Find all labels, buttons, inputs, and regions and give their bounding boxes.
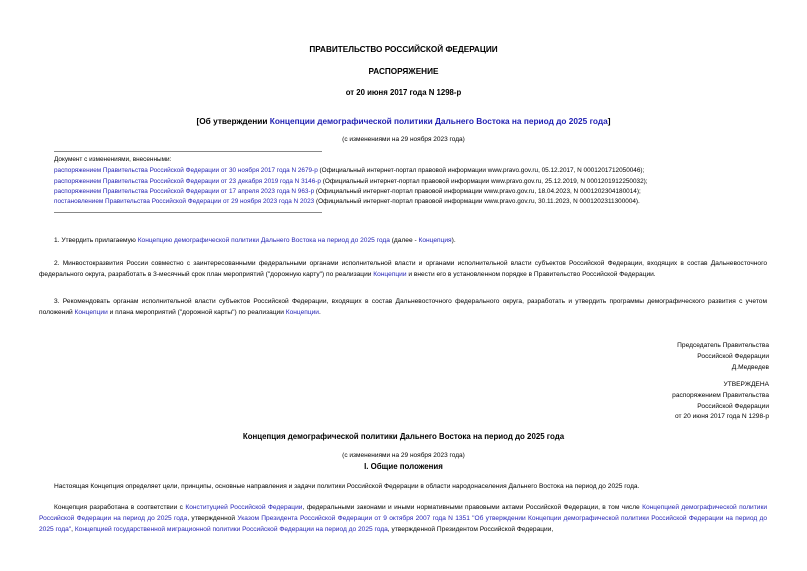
history-item-link[interactable]: распоряжением Правительства Российской Федерации от 17 апреля 2023 года N 963-р — [54, 188, 315, 195]
history-bottom-rule — [54, 212, 322, 213]
signature-line: Российской Федерации — [697, 352, 769, 360]
document-title — [0, 116, 807, 126]
history-item — [54, 167, 644, 175]
concept-link[interactable]: Концепции — [74, 309, 108, 316]
history-item-text: (Официальный интернет-портал правовой информации www.pravo.gov.ru, 30.11.2023, N 0001202311300004). — [314, 198, 640, 205]
title-link[interactable]: Концепции демографической политики Дальнего Востока на период до 2025 года — [269, 116, 608, 126]
history-item-link[interactable]: постановлением Правительства Российской Федерации от 29 ноября 2023 года N 2023 — [54, 198, 315, 205]
paragraph-text: 2. Минвостокразвития России совместно с заинтересованными федеральными органами исполнительной власти и органами исполнительной власти субъектов Российской Федерации, входящих в состав Дальневосточного федерального округа, разработать в 3-месячный срок план мероприятий ("дорожную карту") по реализации — [39, 260, 767, 278]
history-intro: Документ с изменениями, внесенными: — [54, 156, 172, 163]
signature-line: Председатель Правительства — [677, 342, 769, 349]
concept-link[interactable]: Концепции — [373, 271, 407, 278]
paragraph-text: . — [318, 309, 321, 316]
paragraph-text: Настоящая Концепция определяет цели, принципы, основные направления и задачи политики Российской Федерации в области народонаселения Дальнего Востока на период до 2025 года. — [54, 483, 640, 490]
constitution-link[interactable]: Конституцией Российской Федерации — [185, 504, 303, 511]
paragraph-text: ). — [451, 237, 456, 244]
paragraph-text: , утвержденной — [187, 515, 238, 522]
paragraph-text: и внести его в установленном порядке в Правительство Российской Федерации. — [406, 271, 656, 278]
history-item-text: (Официальный интернет-портал правовой информации www.pravo.gov.ru, 05.12.2017, N 0001201712050046); — [317, 167, 645, 174]
history-item — [54, 178, 648, 186]
paragraph-text: , утвержденной Президентом Российской Федерации, — [387, 526, 554, 533]
paragraph-2 — [39, 258, 767, 280]
history-item-text: (Официальный интернет-портал правовой информации www.pravo.gov.ru, 25.12.2019, N 0001201912250032); — [320, 178, 648, 185]
concept-link[interactable]: Концепцию демографической политики Дальнего Востока на период до 2025 года — [137, 237, 390, 244]
paragraph-text: и плана мероприятий ("дорожной карты") по реализации — [107, 309, 286, 316]
signature-line: Д.Медведев — [731, 363, 769, 371]
demographic-concept-link[interactable]: Концепцией демографической политики Российской Федерации на период до 2025 года — [39, 504, 768, 522]
history-item — [54, 198, 640, 206]
approval-line: от 20 июня 2017 года N 1298-р — [675, 413, 769, 421]
concept-link[interactable]: Концепция — [418, 237, 452, 244]
concept-link[interactable]: Концепции — [285, 309, 319, 316]
paragraph-3 — [39, 296, 767, 318]
history-item — [54, 188, 641, 196]
amendment-note: (с изменениями на 29 ноября 2023 года) — [342, 136, 465, 143]
paragraph-text: , федеральными законами и иными нормативными правовыми актами Российской Федерации, в том числе — [302, 504, 643, 511]
history-item-link[interactable]: распоряжением Правительства Российской Федерации от 30 ноября 2017 года N 2679-р — [54, 167, 318, 174]
paragraph-text: 1. Утвердить прилагаемую — [54, 237, 138, 244]
presidential-decree-link[interactable]: Указом Президента Российской Федерации от 9 октября 2007 года N 1351 "Об утверждении Концепции демографической политики Российской Федерации на период до 2025 года" — [39, 515, 767, 533]
paragraph-text: Концепция разработана в соответствии с — [54, 504, 186, 511]
approval-line: Российской Федерации — [697, 402, 769, 410]
concept-amendment-note: (с изменениями на 29 ноября 2023 года) — [342, 452, 465, 459]
paragraph-text: , — [71, 526, 75, 533]
approval-block — [560, 380, 769, 423]
history-item-text: (Официальный интернет-портал правовой информации www.pravo.gov.ru, 18.04.2023, N 0001202304180014); — [314, 188, 641, 195]
paragraph-text: (далее - — [389, 237, 419, 244]
approval-line: распоряжением Правительства — [672, 391, 769, 399]
title-suffix: ] — [607, 116, 611, 126]
migration-concept-link[interactable]: Концепцией государственной миграционной политики Российской Федерации на период до 2025 года — [74, 526, 388, 533]
paragraph-1 — [39, 235, 767, 246]
section-heading: I. Общие положения — [364, 462, 443, 471]
concept-title: Концепция демографической политики Дальнего Востока на период до 2025 года — [242, 432, 565, 441]
history-item-link[interactable]: распоряжением Правительства Российской Федерации от 23 декабря 2019 года N 3146-р — [54, 178, 321, 185]
paragraph-text: 3. Рекомендовать органам исполнительной власти субъектов Российской Федерации, входящих в состав Дальневосточного федерального округа, разработать и утвердить программы демографического развития с учетом положений — [39, 298, 767, 316]
approval-line: УТВЕРЖДЕНА — [723, 381, 769, 388]
signature-block — [560, 341, 769, 373]
history-top-rule — [54, 151, 322, 152]
document-date-number: от 20 июня 2017 года N 1298-р — [345, 88, 462, 97]
government-heading: ПРАВИТЕЛЬСТВО РОССИЙСКОЙ ФЕДЕРАЦИИ — [309, 45, 498, 54]
document-type: РАСПОРЯЖЕНИЕ — [368, 67, 439, 76]
concept-paragraph-1 — [39, 481, 767, 492]
concept-paragraph-2 — [39, 502, 767, 535]
title-prefix: [Об утверждении — [196, 116, 270, 126]
